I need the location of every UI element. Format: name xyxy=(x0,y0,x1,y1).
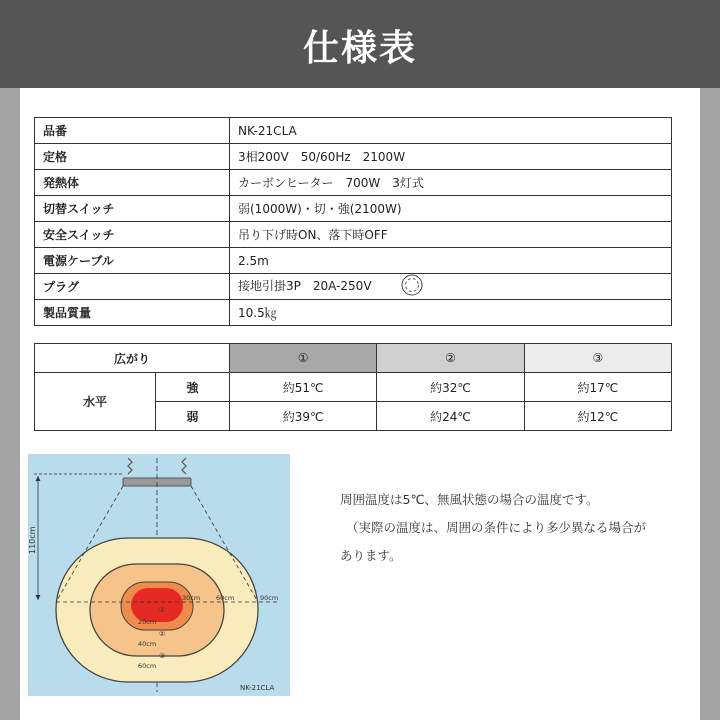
spec-value: 接地引掛3P 20A-250V xyxy=(238,279,372,293)
temp-cell: 約12℃ xyxy=(524,402,671,431)
spec-label: 品番 xyxy=(35,118,230,144)
spread-row xyxy=(35,373,672,402)
v-label: 60cm xyxy=(138,662,157,670)
note-line: 周囲温度は5℃、無風状態の場合の温度です。 xyxy=(340,492,599,507)
spec-row xyxy=(35,274,672,300)
spread-header: 広がり xyxy=(35,344,230,373)
zone-1-marker: ① xyxy=(159,606,166,614)
diagram-model: NK-21CLA xyxy=(240,684,275,692)
level-label: 強 xyxy=(156,373,230,402)
h-label: 60cm xyxy=(216,594,235,602)
spec-label: 切替スイッチ xyxy=(35,196,230,222)
zone-1-header: ① xyxy=(230,344,377,373)
spec-row xyxy=(35,170,672,196)
temp-cell: 約32℃ xyxy=(377,373,524,402)
spec-value-cell xyxy=(230,274,672,300)
spec-label: プラグ xyxy=(35,274,230,300)
page-title: 仕様表 xyxy=(302,28,417,69)
note-line: （実際の温度は、周囲の条件により多少異なる場合が xyxy=(346,520,647,535)
zone-3-marker: ③ xyxy=(159,652,166,660)
temp-cell: 約51℃ xyxy=(230,373,377,402)
temp-cell: 約17℃ xyxy=(524,373,671,402)
spec-value: 2.5m xyxy=(230,248,672,274)
zone-3-header: ③ xyxy=(524,344,671,373)
spec-value: 10.5㎏ xyxy=(230,300,672,326)
plug-outlet-icon xyxy=(401,274,423,299)
note-line: あります。 xyxy=(340,548,402,563)
spec-row xyxy=(35,248,672,274)
header-bar xyxy=(0,0,720,88)
spec-value: 弱(1000W)・切・強(2100W) xyxy=(230,196,672,222)
spec-label: 発熱体 xyxy=(35,170,230,196)
spec-table xyxy=(34,117,672,326)
spec-value: 吊り下げ時ON、落下時OFF xyxy=(230,222,672,248)
zone-core-area xyxy=(131,588,183,622)
spec-row xyxy=(35,300,672,326)
temp-cell: 約24℃ xyxy=(377,402,524,431)
temperature-note xyxy=(340,486,690,570)
spec-value: 3相200V 50/60Hz 2100W xyxy=(230,144,672,170)
spread-table xyxy=(34,343,672,431)
spec-row xyxy=(35,222,672,248)
zone-2-marker: ② xyxy=(159,630,166,638)
spec-row xyxy=(35,144,672,170)
spec-row xyxy=(35,196,672,222)
spec-label: 電源ケーブル xyxy=(35,248,230,274)
h-label: 30cm xyxy=(182,594,201,602)
spec-label: 安全スイッチ xyxy=(35,222,230,248)
spec-label: 定格 xyxy=(35,144,230,170)
h-label: 90cm xyxy=(260,594,279,602)
row-group-label: 水平 xyxy=(35,373,156,431)
height-label: 110cm xyxy=(28,526,37,554)
spec-row xyxy=(35,118,672,144)
spec-label: 製品質量 xyxy=(35,300,230,326)
spec-value: NK-21CLA xyxy=(230,118,672,144)
level-label: 弱 xyxy=(156,402,230,431)
v-label: 40cm xyxy=(138,640,157,648)
spec-sheet xyxy=(20,88,700,720)
heat-spread-diagram xyxy=(28,454,290,696)
temp-cell: 約39℃ xyxy=(230,402,377,431)
spread-header-row xyxy=(35,344,672,373)
zone-2-header: ② xyxy=(377,344,524,373)
spec-value: カーボンヒーター 700W 3灯式 xyxy=(230,170,672,196)
v-label: 20cm xyxy=(138,618,157,626)
